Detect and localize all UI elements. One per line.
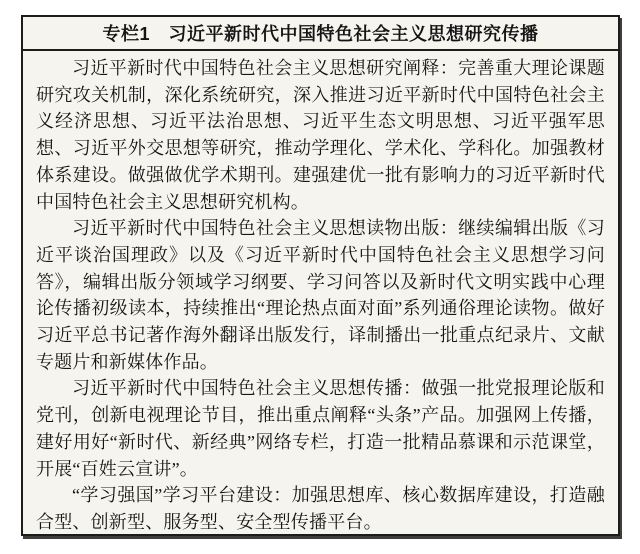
column-title-text: 专栏1 习近平新时代中国特色社会主义思想研究传播 (102, 24, 539, 44)
paragraph-xuexi-qiangguo-platform: “学习强国”学习平台建设：加强思想库、核心数据库建设，打造融合型、创新型、服务型、安全型传播平台。 (36, 485, 605, 532)
column-box (21, 15, 620, 536)
column-body (23, 51, 618, 534)
column-title-bar (23, 17, 618, 51)
paragraph-research-interpretation: 习近平新时代中国特色社会主义思想研究阐释：完善重大理论课题研究攻关机制，深化系统研究，深入推进习近平新时代中国特色社会主义经济思想、习近平法治思想、习近平生态文明思想、习近平强军思想、习近平外交思想等研究，推动学理化、学术化、学科化。加强教材体系建设。做强做优学术期刊。建强建优一批有影响力的习近平新时代中国特色社会主义思想研究机构。 (36, 58, 605, 212)
paragraph-thought-dissemination: 习近平新时代中国特色社会主义思想传播：做强一批党报理论版和党刊，创新电视理论节目，推出重点阐释“头条”产品。加强网上传播，建好用好“新时代、新经典”网络专栏，打造一批精品慕课和示范课堂，开展“百姓云宣讲”。 (36, 378, 605, 479)
paragraph-readings-publication: 习近平新时代中国特色社会主义思想读物出版：继续编辑出版《习近平谈治国理政》以及《习近平新时代中国特色社会主义思想学习问答》，编辑出版分领域学习纲要、学习问答以及新时代文明实践中心理论传播初级读本，持续推出“理论热点面对面”系列通俗理论读物。做好习近平总书记著作海外翻译出版发行，译制播出一批重点纪录片、文献专题片和新媒体作品。 (36, 218, 605, 372)
